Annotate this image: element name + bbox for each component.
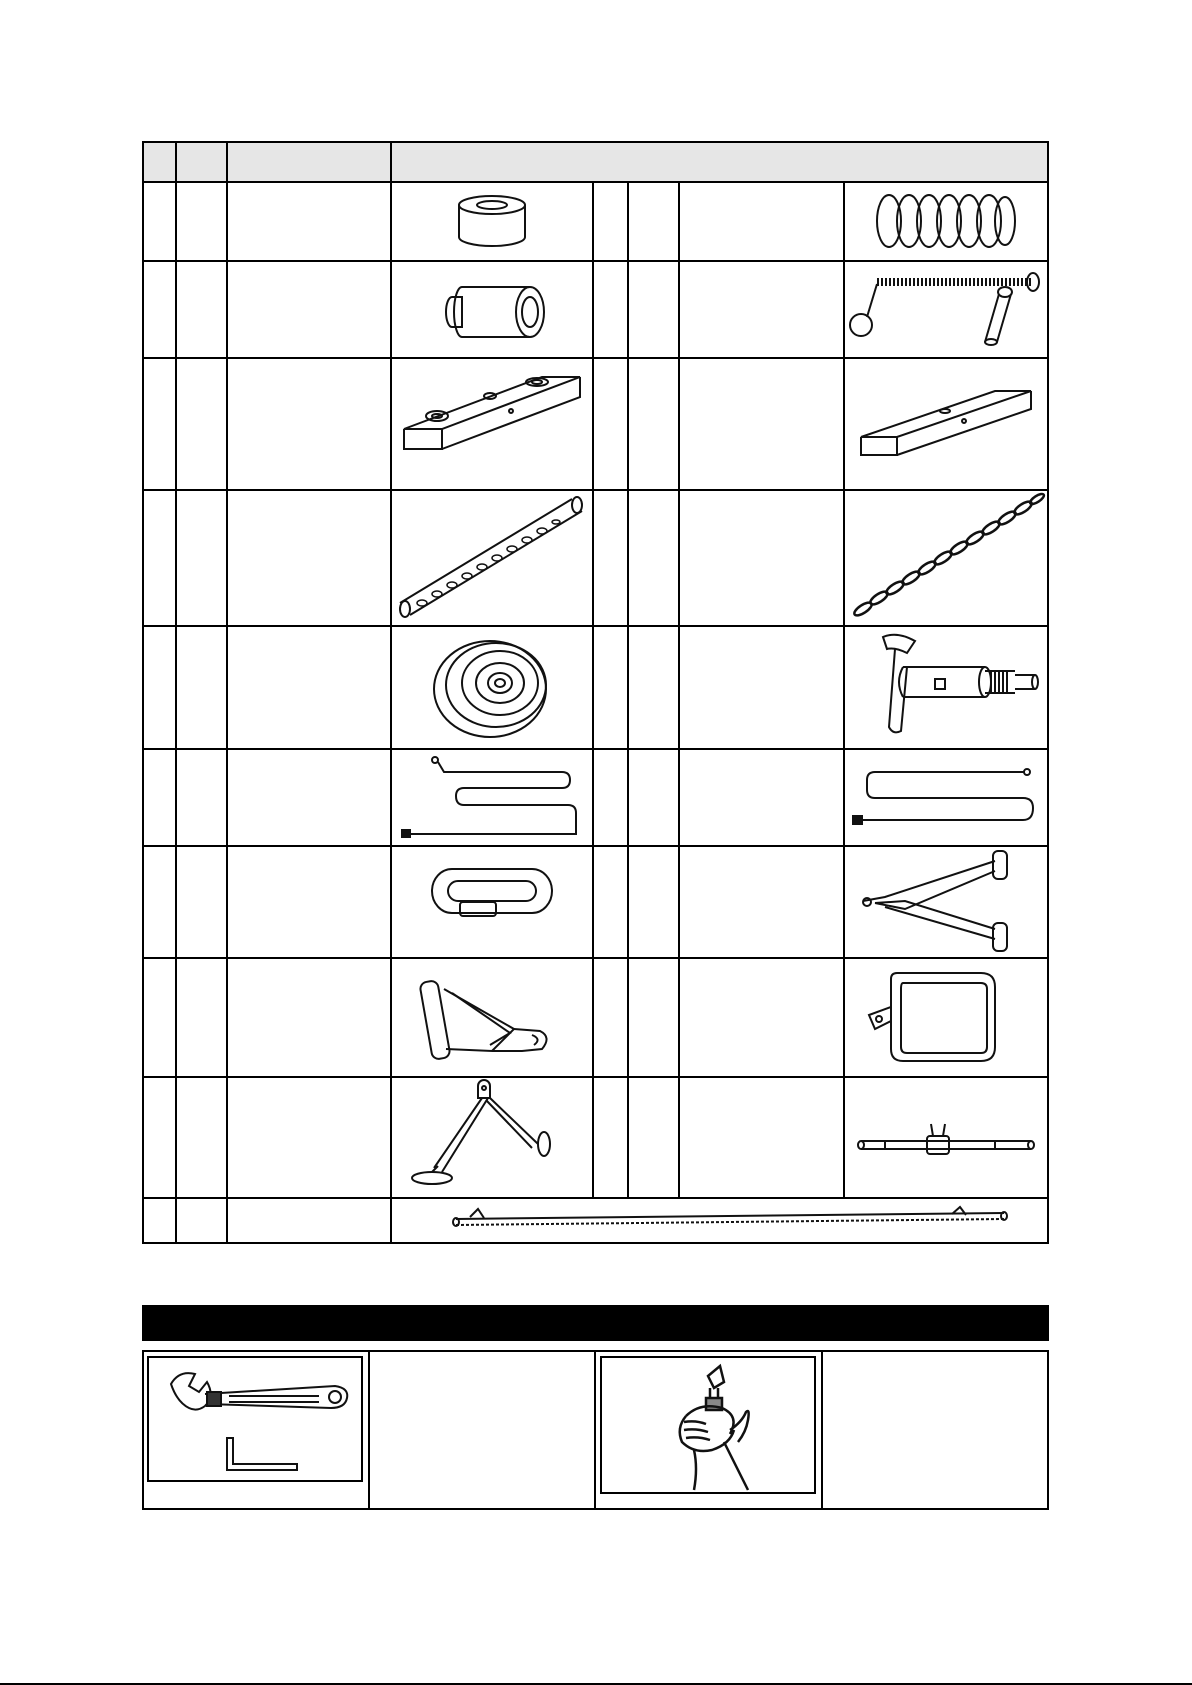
tools-col-divider <box>821 1350 823 1510</box>
table-col-divider <box>175 141 177 1244</box>
v-tricep-handle-image <box>845 847 1047 957</box>
pull-pin-with-spring-image <box>845 262 1047 357</box>
triangle-row-handle-image <box>392 959 592 1076</box>
tools-border <box>1047 1350 1049 1510</box>
wrench-and-allen-key-icon <box>147 1356 363 1482</box>
pulley-wheel-image <box>392 627 592 748</box>
single-grip-handle-image <box>845 959 1047 1076</box>
table-border <box>142 1242 1049 1244</box>
table-col-divider <box>226 141 228 1244</box>
straight-bar-image <box>845 1078 1047 1197</box>
mounting-plate-two-holes-image <box>392 359 592 489</box>
mounting-plate-center-hole-image <box>845 359 1047 489</box>
table-border <box>142 141 1049 143</box>
v-row-handle-image <box>392 1078 592 1197</box>
bushing-sleeve-image <box>392 262 592 357</box>
table-col-divider <box>678 181 680 1199</box>
tools-col-divider <box>368 1350 370 1510</box>
table-border <box>142 141 144 1244</box>
tools-header-bar <box>142 1305 1049 1341</box>
spacer-ring-image <box>392 183 592 260</box>
t-handle-knob-image <box>845 627 1047 748</box>
table-col-divider <box>627 181 629 1199</box>
compression-spring-image <box>845 183 1047 260</box>
long-cable-bar-image <box>392 1199 1047 1242</box>
hand-tightening-icon <box>600 1356 816 1494</box>
table-col-divider <box>592 181 594 1199</box>
cable-long-image <box>392 750 592 845</box>
cable-short-image <box>845 750 1047 845</box>
table-border <box>1047 141 1049 1244</box>
quick-link-image <box>392 847 592 957</box>
tools-border <box>142 1350 144 1510</box>
perforated-tube-image <box>392 491 592 625</box>
table-header <box>143 142 1047 182</box>
chain-image <box>845 491 1047 625</box>
tools-col-divider <box>594 1350 596 1510</box>
